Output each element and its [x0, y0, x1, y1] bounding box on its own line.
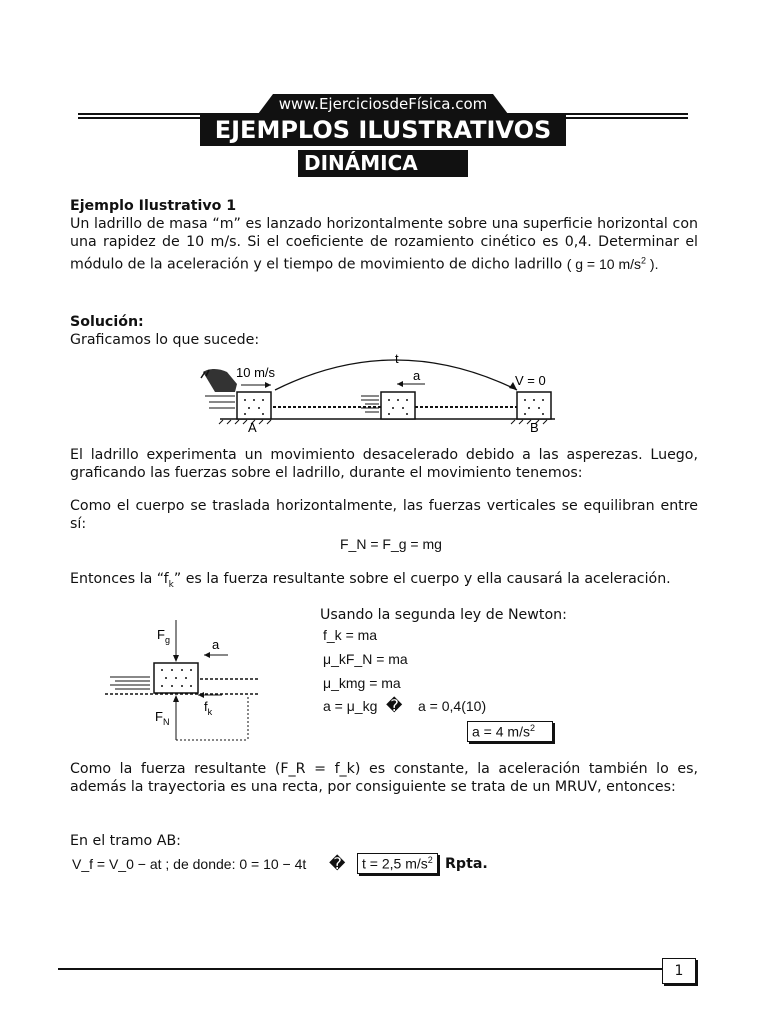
paragraph-2: Como el cuerpo se traslada horizontalmente, las fuerzas verticales se equilibran entre sí:: [70, 498, 698, 532]
answer-label: Rpta.: [445, 856, 488, 872]
equation-3: μ_kmg = ma: [323, 675, 401, 691]
final-equation: V_f = V_0 − at ; de donde: 0 = 10 − 4t: [72, 856, 307, 872]
equation-4-right: a = 0,4(10): [418, 698, 487, 714]
force-diagram: [100, 615, 275, 745]
accel-arrowhead: [397, 381, 403, 387]
fg-label: $F_g$: [157, 627, 170, 645]
brick-start: [237, 392, 271, 419]
accel-label: a: [212, 637, 220, 652]
example-statement: [70, 215, 698, 274]
hand-icon: [201, 369, 237, 392]
equation-2: μ_kF_N = ma: [323, 651, 408, 667]
balance-equation: F_N = F_g = mg: [340, 536, 442, 552]
tramo-label: En el tramo AB:: [70, 833, 181, 849]
fk-label: $f_k$: [204, 699, 213, 717]
point-a-label: A: [248, 420, 257, 435]
fn-label: $F_N$: [155, 709, 170, 727]
page-subtitle: DINÁMICA: [298, 150, 468, 177]
implies-icon: �: [386, 698, 403, 715]
solution-intro: Graficamos lo que sucede:: [70, 332, 260, 348]
fk-symbol: f: [163, 571, 169, 587]
equation-1: f_k = ma: [323, 627, 378, 643]
gravity-value: ( g = 10 $m/s^2$ ).: [566, 255, 659, 272]
paragraph-3: Entonces la “$f_k$” es la fuerza resultante sobre el cuerpo y ella causará la aceleración.: [70, 571, 671, 590]
statement-text: Un ladrillo de masa “m” es lanzado horizontalmente sobre una superficie horizontal con una rapidez de 10 m/s. Si el coeficiente de rozamiento cinético es 0,4. Determinar el módulo de la aceleración y el tiempo de movimiento de dicho ladrillo: [70, 216, 698, 273]
brick-end: [517, 392, 551, 419]
newton-title: Usando la segunda ley de Newton:: [320, 607, 567, 623]
paragraph-1: El ladrillo experimenta un movimiento desacelerado debido a las asperezas. Luego, graficando las fuerzas sobre el ladrillo, durante el movimiento tenemos:: [70, 447, 698, 481]
footer-rule: [58, 968, 666, 970]
speed-label: 10 m/s: [236, 365, 276, 380]
final-speed-label: V = 0: [515, 373, 546, 388]
page-number: 1: [662, 958, 696, 984]
brick-motion-lines: [361, 396, 379, 412]
weight-arrowhead: [173, 655, 179, 662]
time-label: t: [395, 351, 399, 366]
motion-lines: [110, 677, 150, 689]
equation-4-left: a = μ_kg: [323, 698, 378, 714]
friction-arrowhead: [198, 692, 204, 698]
result-time: t = 2,5 $m/s^2$: [357, 853, 438, 874]
accel-label: a: [413, 368, 421, 383]
ground-hatch: [219, 420, 547, 424]
page-title: EJEMPLOS ILUSTRATIVOS: [200, 114, 566, 146]
example-heading: Ejemplo Ilustrativo 1: [70, 198, 237, 214]
motion-diagram: [195, 350, 565, 435]
paragraph-4: Como la fuerza resultante (F_R = f_k) es constante, la aceleración también lo es, además la trayectoria es una recta, por consiguiente se trata de un MRUV, entonces:: [70, 761, 698, 795]
point-b-label: B: [530, 420, 539, 435]
velocity-arrowhead: [265, 382, 271, 388]
result-acceleration: a = 4 $m/s^2$: [467, 721, 553, 742]
brick-middle: [381, 392, 415, 419]
solution-heading: Solución:: [70, 314, 144, 330]
website-text: www.EjerciciosdeFísica.com: [278, 95, 488, 113]
implies-icon: �: [329, 856, 346, 873]
accel-arrowhead: [204, 652, 210, 658]
normal-arrowhead: [173, 695, 179, 702]
